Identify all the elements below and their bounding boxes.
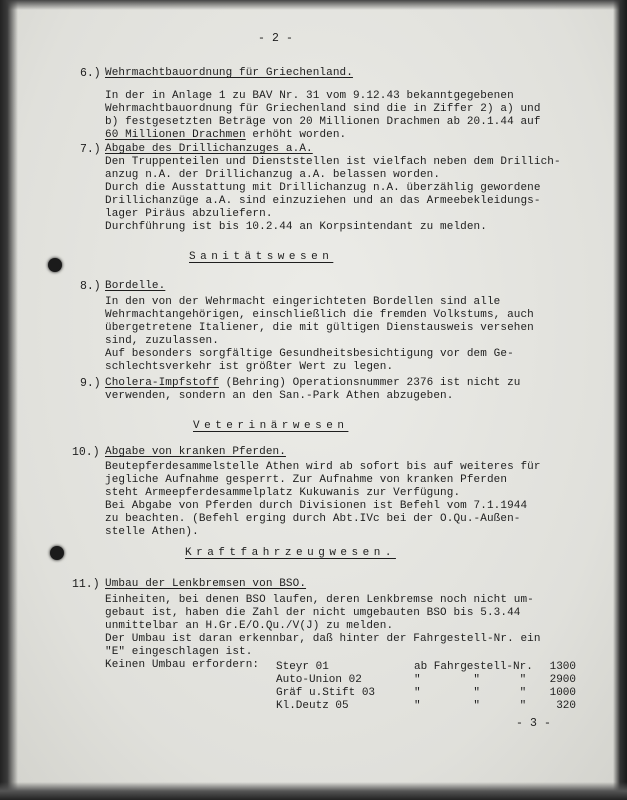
body-line: steht Armeepferdesammelplatz Kukuwanis zur Verfügung. <box>105 487 461 499</box>
section-number: 10.) <box>72 446 100 459</box>
chapter-heading: Sanitätswesen <box>189 251 334 263</box>
section-number: 6.) <box>80 67 101 80</box>
punch-hole-icon <box>50 546 64 560</box>
body-line: gebaut ist, haben die Zahl der nicht umgebauten BSO bis 5.3.44 <box>105 607 521 619</box>
body-line: anzug n.A. der Drillichanzug a.A. belassen worden. <box>105 169 441 181</box>
section-title: Abgabe des Drillichanzuges a.A. <box>105 143 313 155</box>
vehicle-chassis-number: 1300 <box>549 661 576 673</box>
scan-edge-right <box>613 0 627 800</box>
section-title-line <box>105 377 520 390</box>
chapter-heading: Kraftfahrzeugwesen. <box>185 547 396 559</box>
vehicle-chassis-prefix: " " " <box>414 687 527 699</box>
section-number: 7.) <box>80 143 101 156</box>
body-line: Auf besonders sorgfältige Gesundheitsbesichtigung vor dem Ge- <box>105 348 514 360</box>
scan-edge-bottom <box>0 782 627 800</box>
vehicle-name: Gräf u.Stift 03 <box>276 687 376 699</box>
body-line: verwenden, sondern an den San.-Park Athen abzugeben. <box>105 390 454 402</box>
body-line: sind, zuzulassen. <box>105 335 219 347</box>
section-title: Bordelle. <box>105 280 166 292</box>
body-line: stelle Athen). <box>105 526 199 538</box>
body-line: Einheiten, bei denen BSO laufen, deren Lenkbremse noch nicht um- <box>105 594 534 606</box>
body-line: schlechtsverkehr ist größter Wert zu legen. <box>105 361 394 373</box>
body-line: lager Piräus abzuliefern. <box>105 208 273 220</box>
body-line: In den von der Wehrmacht eingerichteten Bordellen sind alle <box>105 296 501 308</box>
scan-edge-left <box>0 0 18 800</box>
body-line: Durchführung ist bis 10.2.44 an Korpsintendant zu melden. <box>105 221 487 233</box>
section-title: Cholera-Impfstoff <box>105 377 219 389</box>
next-page-marker: - 3 - <box>516 717 552 730</box>
body-line: b) festgesetzten Beträge von 20 Millionen Drachmen ab 20.1.44 auf <box>105 116 541 128</box>
vehicle-chassis-number: 320 <box>556 700 576 712</box>
body-line: Bei Abgabe von Pferden durch Divisionen ist Befehl vom 7.1.1944 <box>105 500 528 512</box>
body-line-rest: erhöht worden. <box>245 129 347 141</box>
body-line: In der in Anlage 1 zu BAV Nr. 31 vom 9.12.43 bekanntgegebenen <box>105 90 514 102</box>
body-line: Keinen Umbau erfordern: <box>105 659 260 671</box>
vehicle-chassis-number: 1000 <box>549 687 576 699</box>
body-line <box>105 129 346 142</box>
section-number: 11.) <box>72 578 100 591</box>
body-line-rest: (Behring) Operationsnummer 2376 ist nicht zu <box>218 377 521 389</box>
body-line: unmittelbar an H.Gr.E/O.Qu./V(J) zu melden. <box>105 620 394 632</box>
chapter-heading: Veterinärwesen <box>193 420 349 432</box>
body-line: Drillichanzüge a.A. sind einzuziehen und an das Armeebekleidungs- <box>105 195 541 207</box>
vehicle-name: Kl.Deutz 05 <box>276 700 349 712</box>
body-line: Wehrmachtbauordnung für Griechenland sind die in Ziffer 2) a) und <box>105 103 541 115</box>
vehicle-chassis-prefix: ab Fahrgestell-Nr. <box>414 661 533 673</box>
section-title: Abgabe von kranken Pferden. <box>105 446 286 458</box>
body-line: Wehrmachtangehörigen, einschließlich die fremden Volkstums, auch <box>105 309 534 321</box>
section-number: 8.) <box>80 280 101 293</box>
emphasis-amount: 60 Millionen Drachmen <box>105 129 246 141</box>
body-line: Beutepferdesammelstelle Athen wird ab sofort bis auf weiteres für <box>105 461 541 473</box>
scan-edge-top <box>0 0 627 10</box>
section-title: Wehrmachtbauordnung für Griechenland. <box>105 67 353 79</box>
vehicle-chassis-prefix: " " " <box>414 674 527 686</box>
page-number: - 2 - <box>258 32 294 45</box>
section-title: Umbau der Lenkbremsen von BSO. <box>105 578 307 590</box>
body-line: zu beachten. (Befehl erging durch Abt.IVc bei der O.Qu.-Außen- <box>105 513 521 525</box>
body-line: Den Truppenteilen und Dienststellen ist vielfach neben dem Drillich- <box>105 156 561 168</box>
body-line: übergetretene Italiener, die mit gültigen Dienstausweis versehen <box>105 322 534 334</box>
vehicle-name: Steyr 01 <box>276 661 329 673</box>
body-line: "E" eingeschlagen ist. <box>105 646 253 658</box>
vehicle-chassis-prefix: " " " <box>414 700 527 712</box>
vehicle-chassis-number: 2900 <box>549 674 576 686</box>
section-number: 9.) <box>80 377 101 390</box>
body-line: Der Umbau ist daran erkennbar, daß hinter der Fahrgestell-Nr. ein <box>105 633 541 645</box>
body-line: jegliche Aufnahme gesperrt. Zur Aufnahme von kranken Pferden <box>105 474 508 486</box>
vehicle-name: Auto-Union 02 <box>276 674 362 686</box>
punch-hole-icon <box>48 258 62 272</box>
body-line: Durch die Ausstattung mit Drillichanzug n.A. überzählig gewordene <box>105 182 541 194</box>
